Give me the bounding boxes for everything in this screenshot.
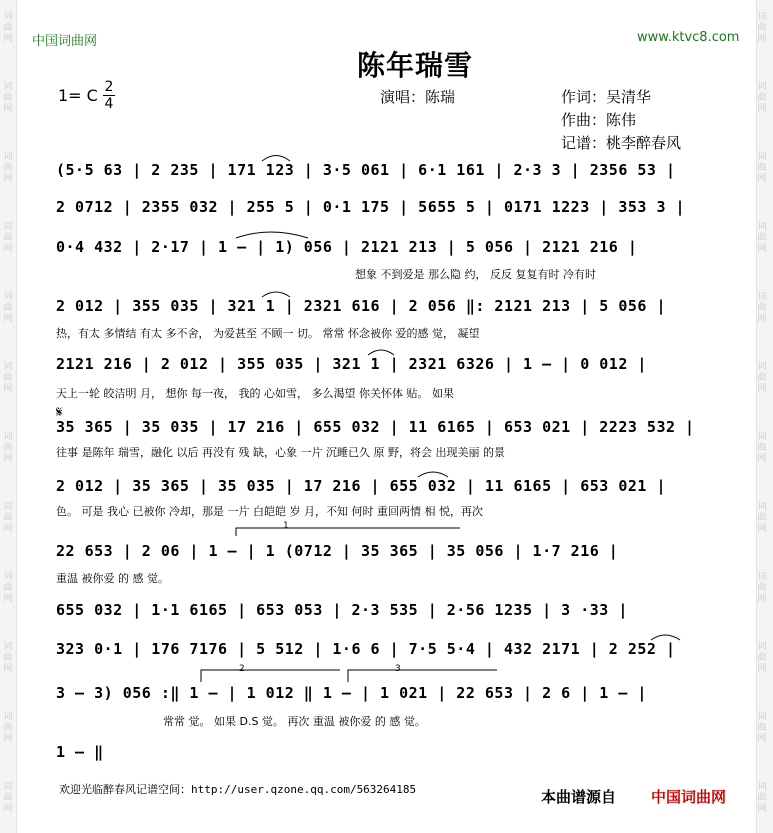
watermark-text: 词 曲 网 <box>3 12 13 44</box>
score-row-11-notes: 3 – 3) 056 :‖ 1 – | 1 012 ‖ 1 – | 1 021 | 22 653 | 2 6 | 1 – | <box>56 684 647 702</box>
watermark-text: 词 曲 网 <box>757 82 767 114</box>
volta-1-number: 1 <box>283 521 289 531</box>
volta-1-bracket <box>236 528 460 536</box>
score-row-7-notes: 2 012 | 35 365 | 35 035 | 17 216 | 655 032 | 11 6165 | 653 021 | <box>56 477 666 495</box>
composer-credit: 作曲：陈伟 <box>561 111 637 129</box>
source-label: 本曲谱源自 <box>541 788 617 806</box>
source-site[interactable]: 中国词曲网 <box>651 788 727 806</box>
score-row-6-lyrics: 往事 是陈年 瑞雪，融化 以后 再没有 残 缺，心象 一片 沉睡已久 原 野，将会 出现美丽 的景 <box>56 446 505 459</box>
score-row-4-notes: 2 012 | 355 035 | 321 1 | 2321 616 | 2 056 ‖: 2121 213 | 5 056 | <box>56 297 666 315</box>
time-signature-bottom: 4 <box>104 96 114 112</box>
watermark-text: 词 曲 网 <box>757 222 767 254</box>
watermark-text: 词 曲 网 <box>3 712 13 744</box>
watermark-text: 词 曲 网 <box>3 572 13 604</box>
volta-3-number: 3 <box>395 664 401 674</box>
watermark-text: 词 曲 网 <box>3 432 13 464</box>
score-row-10-notes: 323 0·1 | 176 7176 | 5 512 | 1·6 6 | 7·5 5·4 | 432 2171 | 2 252 | <box>56 640 676 658</box>
score-row-8-lyrics: 重温 被你爱 的 感 觉。 <box>56 572 169 585</box>
site-url-right[interactable]: www.ktvc8.com <box>637 30 740 45</box>
slur <box>236 232 308 238</box>
score-row-8-notes: 22 653 | 2 06 | 1 – | 1 (0712 | 35 365 | 35 056 | 1·7 216 | <box>56 542 619 560</box>
transcriber-credit: 记谱：桃李醉春风 <box>561 134 682 152</box>
watermark-text: 词 曲 网 <box>3 292 13 324</box>
watermark-text: 词 曲 网 <box>757 712 767 744</box>
watermark-text: 词 曲 网 <box>757 502 767 534</box>
watermark-text: 词 曲 网 <box>3 82 13 114</box>
slur <box>262 292 290 297</box>
watermark-text: 词 曲 网 <box>757 12 767 44</box>
score-row-4-lyrics: 热，有太 多情结 有太 多不舍， 为爱甚至 不顾一 切。 常常 怀念被你 爱的感 觉， 凝望 <box>56 327 480 340</box>
watermark-text: 词 曲 网 <box>757 292 767 324</box>
segno-sign: 𝄋 <box>56 403 63 421</box>
score-row-3-notes: 0·4 432 | 2·17 | 1 – | 1) 056 | 2121 213 | 5 056 | 2121 216 | <box>56 238 638 256</box>
time-signature-top: 2 <box>104 79 114 95</box>
watermark-text: 词 曲 网 <box>3 782 13 814</box>
watermark-text: 词 曲 网 <box>757 642 767 674</box>
score-row-7-lyrics: 色。 可是 我心 已被你 冷却，那是 一片 白皑皑 岁 月，不知 何时 重回两情 相 悦，再次 <box>56 505 483 518</box>
score-row-1-notes: (5·5 63 | 2 235 | 171 123 | 3·5 061 | 6·1 161 | 2·3 3 | 2356 53 | <box>56 161 676 179</box>
score-row-2-notes: 2 0712 | 2355 032 | 255 5 | 0·1 175 | 5655 5 | 0171 1223 | 353 3 | <box>56 198 686 216</box>
slur <box>418 472 448 477</box>
score-row-3-lyrics: 想象 不到爱是 那么隐 约， 反反 复复有时 冷有时 <box>355 268 596 281</box>
song-title: 陈年瑞雪 <box>357 49 474 82</box>
watermark-text: 词 曲 网 <box>757 362 767 394</box>
watermark-text: 词 曲 网 <box>3 502 13 534</box>
slur <box>368 350 394 355</box>
volta-2-bracket <box>201 670 340 682</box>
key-signature: 1= C <box>58 86 98 105</box>
watermark-text: 词 曲 网 <box>757 782 767 814</box>
score-row-5-lyrics: 天上一轮 皎洁明 月， 想你 每一夜， 我的 心如雪， 多么渴望 你关怀体 贴。 如果 <box>56 387 454 400</box>
volta-2-number: 2 <box>239 664 245 674</box>
slur <box>651 635 680 640</box>
score-row-5-notes: 2121 216 | 2 012 | 355 035 | 321 1 | 2321 6326 | 1 – | 0 012 | <box>56 355 647 373</box>
site-name-left[interactable]: 中国词曲网 <box>32 34 98 49</box>
watermark-text: 词 曲 网 <box>757 432 767 464</box>
watermark-text: 词 曲 网 <box>3 152 13 184</box>
watermark-text: 词 曲 网 <box>757 152 767 184</box>
score-row-6-notes: 35 365 | 35 035 | 17 216 | 655 032 | 11 6165 | 653 021 | 2223 532 | <box>56 418 695 436</box>
score-row-9-notes: 655 032 | 1·1 6165 | 653 053 | 2·3 535 | 2·56 1235 | 3 ·33 | <box>56 601 628 619</box>
volta-3-bracket <box>348 670 497 682</box>
score-row-11-lyrics: 常常 觉。 如果 D.S 觉。 再次 重温 被你爱 的 感 觉。 <box>163 715 426 728</box>
footer-credit[interactable]: 欢迎光临醉春风记谱空间：http://user.qzone.qq.com/563264185 <box>59 783 417 796</box>
watermark-text: 词 曲 网 <box>757 572 767 604</box>
score-row-12-notes: 1 – ‖ <box>56 743 104 761</box>
watermark-text: 词 曲 网 <box>3 642 13 674</box>
slur <box>262 156 290 162</box>
watermark-text: 词 曲 网 <box>3 222 13 254</box>
singer-credit: 演唱：陈瑞 <box>380 88 456 106</box>
lyricist-credit: 作词：吴清华 <box>561 88 652 106</box>
watermark-text: 词 曲 网 <box>3 362 13 394</box>
